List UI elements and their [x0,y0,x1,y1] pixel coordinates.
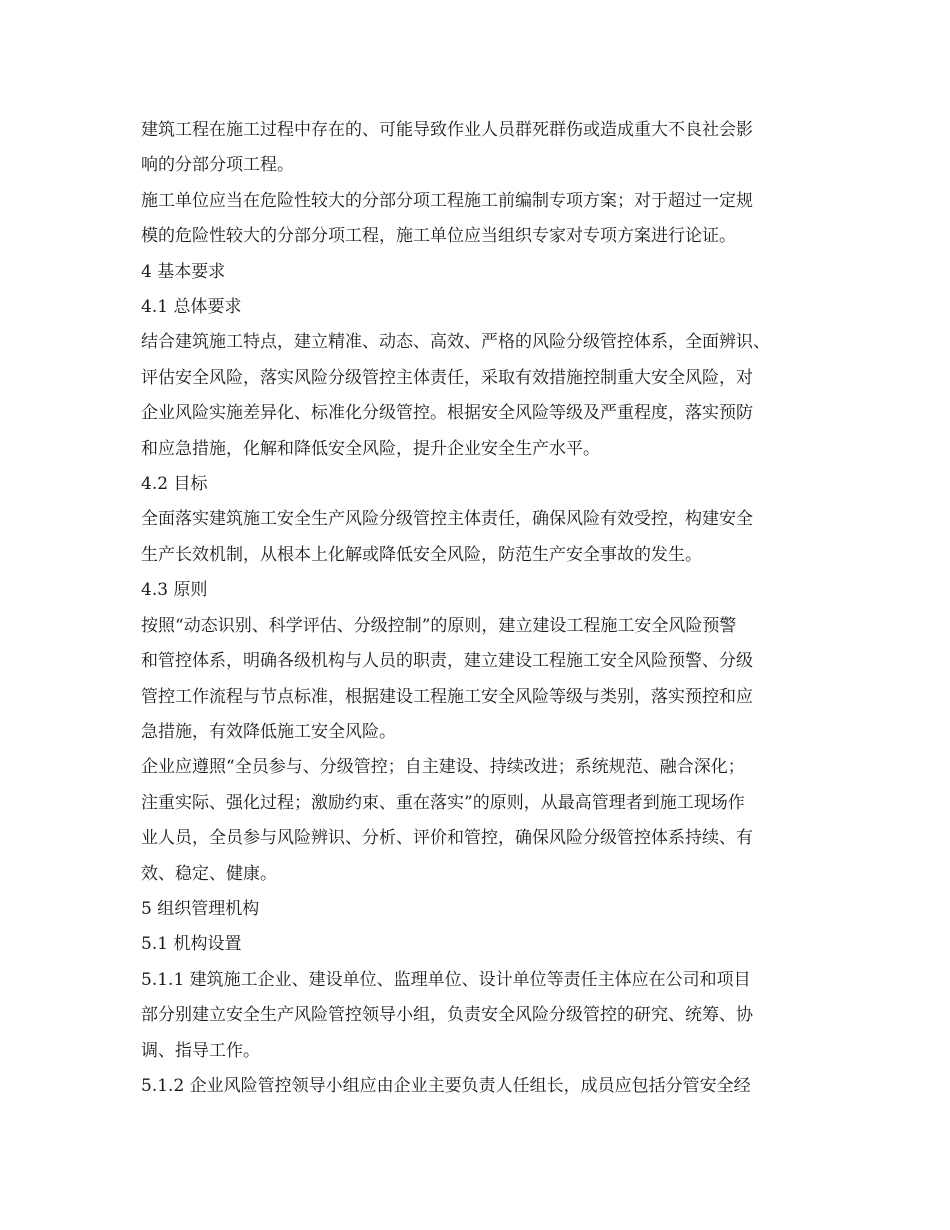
text-line: 业人员，全员参与风险辨识、分析、评价和管控，确保风险分级管控体系持续、有 [141,828,753,849]
intro-paragraph-1 [141,113,821,184]
section-4-3-heading [141,573,821,608]
text-line: 调、指导工作。 [141,1040,260,1061]
section-4-heading [141,255,821,290]
text-line: 4.1 总体要求 [141,297,242,318]
section-5-1-1 [141,963,821,1069]
text-line: 按照“动态识别、科学评估、分级控制”的原则，建立建设工程施工安全风险预警 [141,615,737,636]
text-line: 结合建筑施工特点，建立精准、动态、高效、严格的风险分级管控体系，全面辨识、 [141,332,770,353]
section-4-1-body [141,325,821,467]
intro-paragraph-2 [141,184,821,255]
text-line: 5.1.1 建筑施工企业、建设单位、监理单位、设计单位等责任主体应在公司和项目 [141,969,751,990]
text-line: 管控工作流程与节点标准，根据建设工程施工安全风险等级与类别，落实预控和应 [141,686,753,707]
text-line: 模的危险性较大的分部分项工程，施工单位应当组织专家对专项方案进行论证。 [141,226,736,247]
text-line: 4.2 目标 [141,474,208,495]
document-body [141,113,950,1104]
text-line: 和应急措施，化解和降低安全风险，提升企业安全生产水平。 [141,438,600,459]
text-line: 效、稳定、健康。 [141,863,277,884]
text-line: 4 基本要求 [141,261,226,282]
section-5-heading [141,892,821,927]
text-line: 和管控体系，明确各级机构与人员的职责，建立建设工程施工安全风险预警、分级 [141,651,753,672]
text-line: 部分别建立安全生产风险管控领导小组，负责安全风险分级管控的研究、统筹、协 [141,1005,753,1026]
text-line: 急措施，有效降低施工安全风险。 [141,721,396,742]
text-line: 施工单位应当在危险性较大的分部分项工程施工前编制专项方案；对于超过一定规 [141,190,753,211]
text-line: 生产长效机制，从根本上化解或降低安全风险，防范生产安全事故的发生。 [141,544,702,565]
text-line: 建筑工程在施工过程中存在的、可能导致作业人员群死群伤或造成重大不良社会影 [141,120,753,140]
text-line: 5 组织管理机构 [141,898,260,919]
text-line: 4.3 原则 [141,580,208,601]
section-5-1-2 [141,1069,821,1104]
text-line: 全面落实建筑施工安全生产风险分级管控主体责任，确保风险有效受控，构建安全 [141,509,753,530]
section-4-2-body [141,502,821,573]
section-5-1-heading [141,927,821,962]
section-4-2-heading [141,467,821,502]
text-line: 企业应遵照“全员参与、分级管控；自主建设、持续改进；系统规范、融合深化； [141,757,745,778]
section-4-3-body-2 [141,750,821,892]
text-line: 企业风险实施差异化、标准化分级管控。根据安全风险等级及严重程度，落实预防 [141,403,753,424]
text-line: 响的分部分项工程。 [141,155,294,176]
text-line: 5.1.2 企业风险管控领导小组应由企业主要负责人任组长，成员应包括分管安全经 [141,1075,751,1096]
text-line: 5.1 机构设置 [141,934,242,955]
section-4-1-heading [141,290,821,325]
text-line: 评估安全风险，落实风险分级管控主体责任，采取有效措施控制重大安全风险，对 [141,367,753,388]
text-line: 注重实际、强化过程；激励约束、重在落实”的原则，从最高管理者到施工现场作 [141,792,745,813]
section-4-3-body-1 [141,609,821,751]
